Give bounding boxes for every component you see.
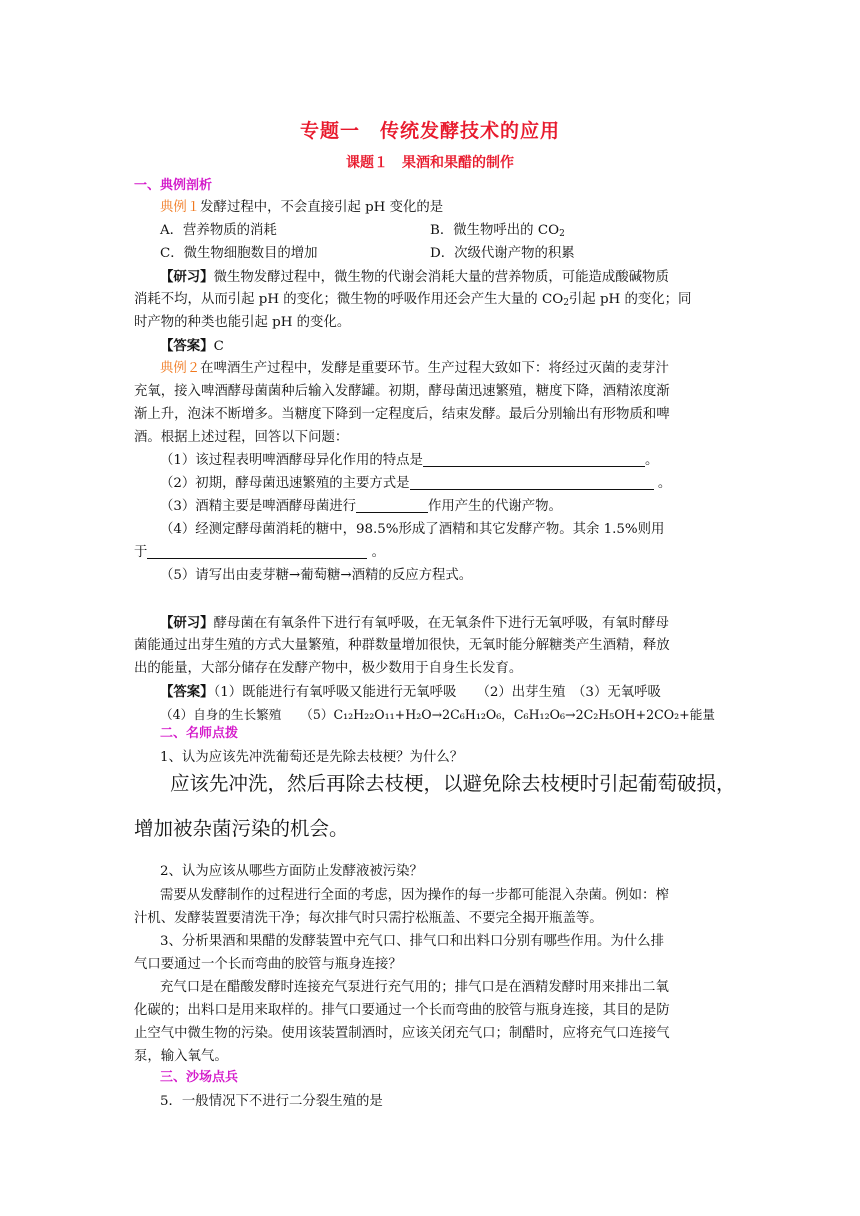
example-2-tag: 典例２: [160, 361, 201, 376]
option-c: C．微生物细胞数目的增加: [160, 246, 318, 261]
answer-blank-4: [147, 544, 367, 559]
option-d: D．次级代谢产物的积累: [430, 246, 575, 261]
analysis-tag: 【研习】: [160, 269, 214, 285]
example-2-answer-line2: （4）自身的生长繁殖 （5）C₁₂H₂₂O₁₁+H₂O→2C₆H₁₂O₆，C₆H₁₂O₆→2C₂H₅OH+2CO₂+能量: [160, 707, 715, 722]
tip-answer-1-line2: 增加被杂菌污染的机会。: [134, 817, 349, 840]
example-2-analysis-line2: 菌能通过出芽生殖的方式大量繁殖，种群数量增加很快，无氧时能分解糖类产生酒精，释放: [134, 638, 670, 653]
tip-answer-2: 需要从发酵制作的过程进行全面的考虑，因为操作的每一步都可能混入杂菌。例如：榨: [160, 888, 669, 903]
tip-answer-3-line3: 止空气中微生物的污染。使用该装置制酒时，应该关闭充气口；制醋时，应将充气口连接气: [134, 1026, 670, 1041]
example-2-answer: 【答案】（1）既能进行有氧呼吸又能进行无氧呼吸 （2）出芽生殖 （3）无氧呼吸: [160, 684, 661, 700]
example-2-question-3: （3）酒精主要是啤酒酵母菌进行 作用产生的代谢产物。: [160, 499, 562, 514]
section-heading-2: 二、名师点拨: [160, 726, 239, 741]
lesson-subtitle: 课题１ 果酒和果醋的制作: [346, 155, 514, 171]
tip-answer-2-line2: 汁机、发酵装置要清洗干净；每次排气时只需拧松瓶盖、不要完全揭开瓶盖等。: [134, 911, 603, 926]
example-2-stem-line3: 渐上升，泡沫不断增多。当糖度下降到一定程度后，结束发酵。最后分别输出有形物质和啤: [134, 407, 670, 422]
example-2-question-4-cont: 于 。: [134, 545, 386, 560]
example-2-question-1: （1）该过程表明啤酒酵母异化作用的特点是 。: [160, 453, 659, 468]
example-1-options-row1: [160, 221, 565, 244]
answer-blank-3: [356, 498, 428, 513]
example-2-question-4: （4）经测定酵母菌消耗的糖中，98.5%形成了酒精和其它发酵产物。其余 1.5%则用: [160, 522, 665, 537]
example-2-question-2: （2）初期，酵母菌迅速繁殖的主要方式是 。: [160, 476, 672, 491]
tip-question-1: 1、认为应该先冲洗葡萄还是先除去枝梗？为什么？: [160, 750, 464, 765]
tip-question-3: 3、分析果酒和果醋的发酵装置中充气口、排气口和出料口分别有哪些作用。为什么排: [160, 934, 664, 949]
example-1-analysis: 【研习】微生物发酵过程中，微生物的代谢会消耗大量的营养物质，可能造成酸碱物质: [160, 269, 669, 285]
option-b: B．微生物呼出的 $CO_2$: [430, 223, 565, 239]
drill-question-5: 5．一般情况下不进行二分裂生殖的是: [160, 1094, 383, 1109]
tip-answer-3-line4: 泵，输入氧气。: [134, 1049, 228, 1064]
tip-question-2: 2、认为应该从哪些方面防止发酵液被污染？: [160, 864, 423, 879]
tip-answer-3: 充气口是在醋酸发酵时连接充气泵进行充气用的；排气口是在酒精发酵时用来排出二氧: [160, 980, 669, 995]
answer-blank-1: [423, 452, 645, 467]
example-2-stem-line4: 酒。根据上述过程，回答以下问题：: [134, 430, 349, 445]
example-1-options-row2: [160, 244, 575, 264]
example-1-tag: 典例１: [160, 200, 201, 215]
section-heading-3: 三、沙场点兵: [160, 1070, 239, 1085]
tip-answer-3-line2: 化碳的；出料口是用来取样的。排气口要通过一个长而弯曲的胶管与瓶身连接，其目的是防: [134, 1003, 670, 1018]
answer-blank-2: [410, 475, 654, 490]
example-1-analysis-line3: 时产物的种类也能引起 pH 的变化。: [134, 315, 351, 330]
example-2-analysis: 【研习】酵母菌在有氧条件下进行有氧呼吸，在无氧条件下进行无氧呼吸，有氧时酵母: [160, 615, 669, 631]
section-heading-1: 一、典例剖析: [134, 178, 213, 193]
example-2-stem: 典例２在啤酒生产过程中，发酵是重要环节。生产过程大致如下：将经过灭菌的麦芽汁: [160, 361, 669, 376]
option-a: A．营养物质的消耗: [160, 223, 277, 238]
example-1-answer: 【答案】C: [160, 338, 224, 354]
answer-tag: 【答案】: [160, 338, 214, 354]
tip-answer-1-line1: 应该先冲洗，然后再除去枝梗，以避免除去枝梗时引起葡萄破损，: [170, 772, 736, 795]
example-1-analysis-line2: 消耗不均，从而引起 pH 的变化；微生物的呼吸作用还会产生大量的 $CO_2$引起 pH 的变化；同: [134, 292, 692, 308]
document-title: 专题一 传统发酵技术的应用: [299, 120, 560, 142]
example-2-question-5: （5）请写出由麦芽糖→葡萄糖→酒精的反应方程式。: [160, 568, 473, 583]
tip-question-3-line2: 气口要通过一个长而弯曲的胶管与瓶身连接？: [134, 957, 402, 972]
example-1-stem: 典例１发酵过程中，不会直接引起 pH 变化的是: [160, 200, 444, 215]
example-2-stem-line2: 充氧，接入啤酒酵母菌菌种后输入发酵罐。初期，酵母菌迅速繁殖，糖度下降，酒精浓度渐: [134, 384, 670, 399]
example-2-analysis-line3: 出的能量，大部分储存在发酵产物中，极少数用于自身生长发育。: [134, 661, 523, 676]
